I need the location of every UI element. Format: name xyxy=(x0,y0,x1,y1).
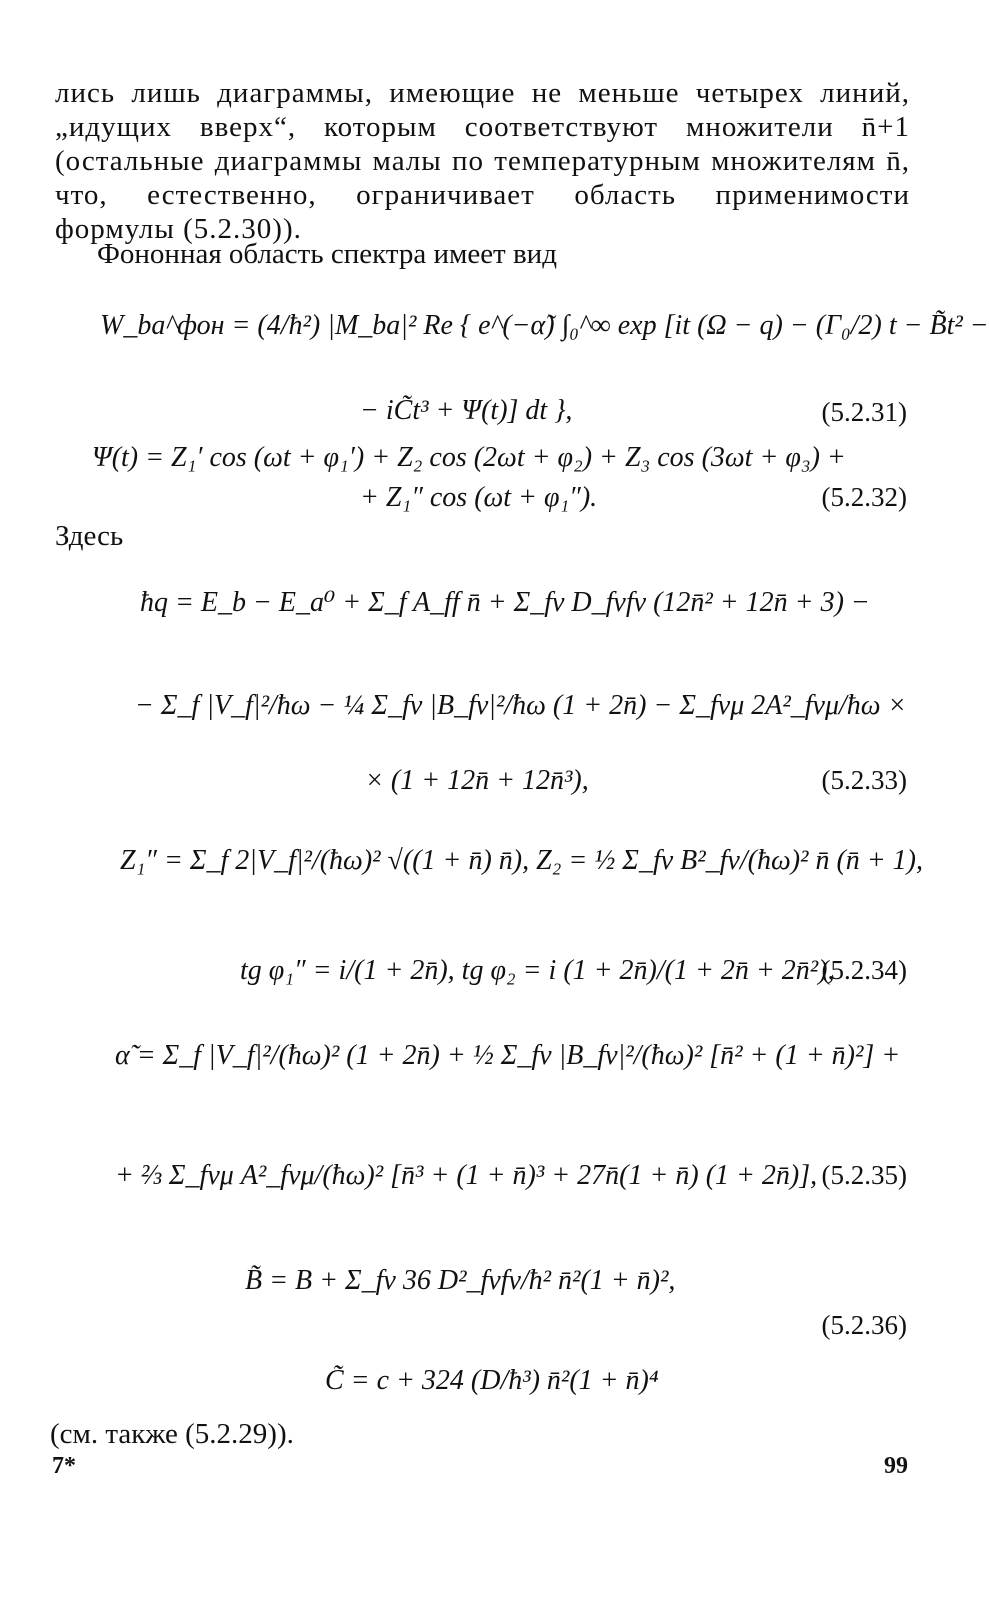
see-also-reference: (см. также (5.2.29)). xyxy=(50,1418,294,1450)
eq-5-2-34-line1: Z₁″ = Σ_f 2|V_f|²/(ħω)² √((1 + n̄) n̄), Z₂ = ½ Σ_fν B²_fν/(ħω)² n̄ (n̄ + 1), xyxy=(120,845,923,876)
eq-number-5-2-32: (5.2.32) xyxy=(821,482,907,512)
eq-5-2-35-line2: + ⅔ Σ_fνμ A²_fνμ/(ħω)² [n̄³ + (1 + n̄)³ + 27n̄(1 + n̄) (1 + 2n̄)], xyxy=(115,1160,818,1191)
page-number: 99 xyxy=(884,1453,908,1479)
eq-5-2-33-line2: − Σ_f |V_f|²/ħω − ¼ Σ_fν |B_fν|²/ħω (1 + 2n̄) − Σ_fνμ 2A²_fνμ/ħω × xyxy=(135,690,907,721)
eq-5-2-31-line2: − iC̃t³ + Ψ(t)] dt }, xyxy=(360,395,573,426)
eq-number-5-2-31: (5.2.31) xyxy=(821,397,907,427)
eq-number-5-2-34: (5.2.34) xyxy=(821,955,907,985)
eq-5-2-35-line1: α̃ = Σ_f |V_f|²/(ħω)² (1 + 2n̄) + ½ Σ_fν |B_fν|²/(ħω)² [n̄² + (1 + n̄)²] + xyxy=(115,1040,901,1071)
eq-5-2-34-line2: tg φ₁″ = i/(1 + 2n̄), tg φ₂ = i (1 + 2n̄)/(1 + 2n̄ + 2n̄²), xyxy=(240,955,835,986)
eq-5-2-31-line1: W_ba^фон = (4/ħ²) |M_ba|² Re { e^(−α̃) ∫₀^∞ exp [it (Ω − q) − (Γ₀/2) t − B̃t² − xyxy=(100,310,989,341)
eq-5-2-33-line1: ħq = E_b − E_a⁰ + Σ_f A_ff n̄ + Σ_fν D_fνfν (12n̄² + 12n̄ + 3) − xyxy=(140,587,870,618)
eq-number-5-2-33: (5.2.33) xyxy=(821,765,907,795)
eq-number-5-2-35: (5.2.35) xyxy=(821,1160,907,1190)
phonon-sentence: Фононная область спектра имеет вид xyxy=(97,238,557,270)
eq-5-2-36-line2: C̃ = c + 324 (D/ħ³) n̄²(1 + n̄)⁴ xyxy=(325,1365,659,1396)
eq-5-2-32-line1: Ψ(t) = Z₁′ cos (ωt + φ₁′) + Z₂ cos (2ωt + φ₂) + Z₃ cos (3ωt + φ₃) + xyxy=(92,442,846,473)
eq-number-5-2-36: (5.2.36) xyxy=(821,1310,907,1340)
intro-paragraph: лись лишь диаграммы, имеющие не меньше четырех линий, „идущих вверх“, которым соответствуют множители n̄+1 (остальные диаграммы малы по температурным множителям n̄, что, естественно, ограничивает область применимости формулы (5.2.30)). xyxy=(55,77,910,245)
eq-5-2-33-line3: × (1 + 12n̄ + 12n̄³), xyxy=(365,765,589,796)
signature-mark: 7* xyxy=(52,1453,76,1479)
eq-5-2-36-line1: B̃ = B + Σ_fν 36 D²_fνfν/ħ² n̄²(1 + n̄)², xyxy=(245,1265,676,1296)
eq-5-2-32-line2: + Z₁″ cos (ωt + φ₁″). xyxy=(360,482,598,513)
here-label: Здесь xyxy=(55,520,124,552)
